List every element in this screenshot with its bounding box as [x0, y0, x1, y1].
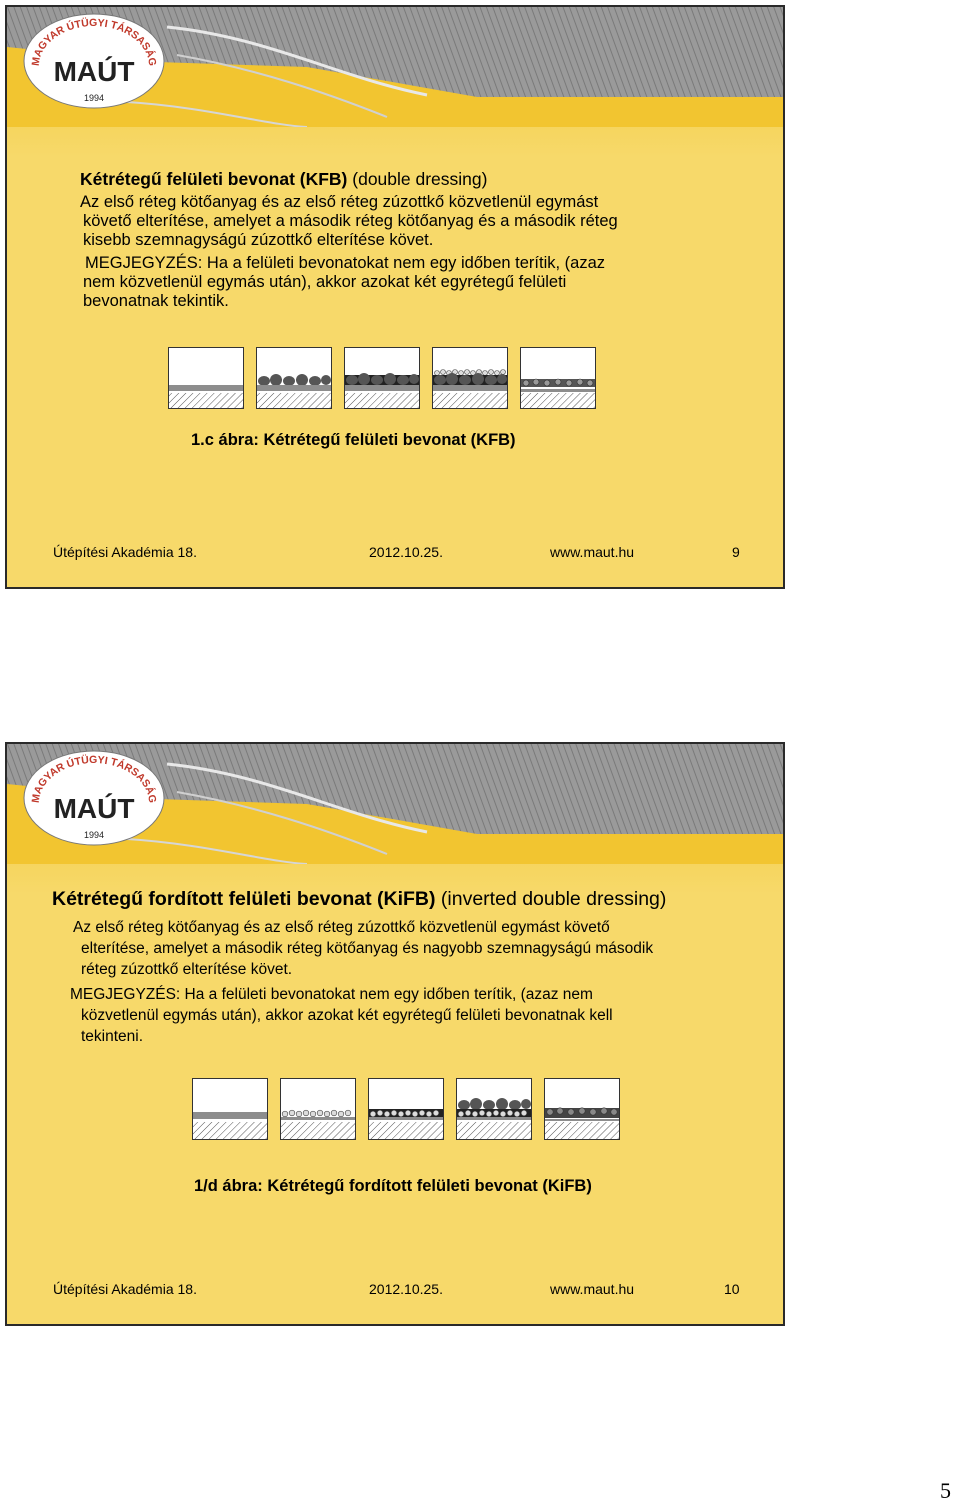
body-line: követő elterítése, amelyet a második réteg kötőanyag és a második réteg	[83, 212, 618, 230]
slide-number: 10	[724, 1281, 740, 1297]
inverted-dressing-diagram	[192, 1078, 622, 1140]
dressing-diagram	[168, 347, 598, 409]
note-line: MEGJEGYZÉS: Ha a felületi bevonatokat nem egy időben terítik, (azaz nem	[70, 986, 593, 1003]
slide-9	[5, 5, 785, 589]
body-line: Az első réteg kötőanyag és az első réteg zúzottkő közvetlenül egymást követő	[73, 919, 610, 936]
footer-event: Útépítési Akadémia 18.	[53, 1281, 197, 1297]
diagram-step-2	[280, 1078, 356, 1140]
maut-logo	[19, 748, 169, 848]
svg-text:MAGYAR ÚTÜGYI TÁRSASÁG: MAGYAR ÚTÜGYI TÁRSASÁG	[29, 16, 159, 67]
body-line: kisebb szemnagyságú zúzottkő elterítése követ.	[83, 231, 434, 249]
diagram-step-4	[456, 1078, 532, 1140]
diagram-step-3	[344, 347, 420, 409]
svg-text:MAGYAR ÚTÜGYI TÁRSASÁG: MAGYAR ÚTÜGYI TÁRSASÁG	[29, 753, 159, 804]
diagram-step-5	[544, 1078, 620, 1140]
body-line: elterítése, amelyet a második réteg kötőanyag és nagyobb szemnagyságú második	[81, 940, 654, 957]
note-line: nem közvetlenül egymás után), akkor azokat két egyrétegű felületi	[83, 273, 567, 291]
figure-caption: 1.c ábra: Kétrétegű felületi bevonat (KFB)	[191, 431, 516, 449]
svg-text:1994: 1994	[83, 93, 105, 103]
slide-title: Kétrétegű fordított felületi bevonat (KiFB) (inverted double dressing)	[52, 888, 667, 910]
diagram-step-5	[520, 347, 596, 409]
page-number: 5	[940, 1478, 951, 1503]
note-line: közvetlenül egymás után), akkor azokat két egyrétegű felületi bevonatnak kell	[81, 1007, 613, 1024]
note-line: bevonatnak tekintik.	[83, 292, 229, 310]
slide-10	[5, 742, 785, 1326]
diagram-step-1	[168, 347, 244, 409]
svg-text:MAÚT: MAÚT	[53, 793, 135, 824]
maut-logo	[19, 11, 169, 111]
note-line: MEGJEGYZÉS: Ha a felületi bevonatokat nem egy időben terítik, (azaz	[85, 254, 605, 272]
diagram-step-1	[192, 1078, 268, 1140]
slide-number: 9	[732, 544, 740, 560]
svg-text:1994: 1994	[83, 830, 105, 840]
svg-text:MAÚT: MAÚT	[53, 56, 135, 87]
diagram-step-4	[432, 347, 508, 409]
footer-url[interactable]: www.maut.hu	[550, 544, 635, 560]
slide-title: Kétrétegű felületi bevonat (KFB) (double dressing)	[80, 169, 488, 189]
diagram-step-3	[368, 1078, 444, 1140]
footer-date: 2012.10.25.	[369, 544, 443, 560]
diagram-step-2	[256, 347, 332, 409]
body-line: Az első réteg kötőanyag és az első réteg zúzottkő közvetlenül egymást	[80, 193, 599, 211]
figure-caption: 1/d ábra: Kétrétegű fordított felületi bevonat (KiFB)	[194, 1177, 592, 1195]
footer-url[interactable]: www.maut.hu	[550, 1281, 635, 1297]
footer-date: 2012.10.25.	[369, 1281, 443, 1297]
note-line: tekinteni.	[81, 1028, 144, 1045]
body-line: réteg zúzottkő elterítése követ.	[81, 961, 293, 978]
footer-event: Útépítési Akadémia 18.	[53, 544, 197, 560]
